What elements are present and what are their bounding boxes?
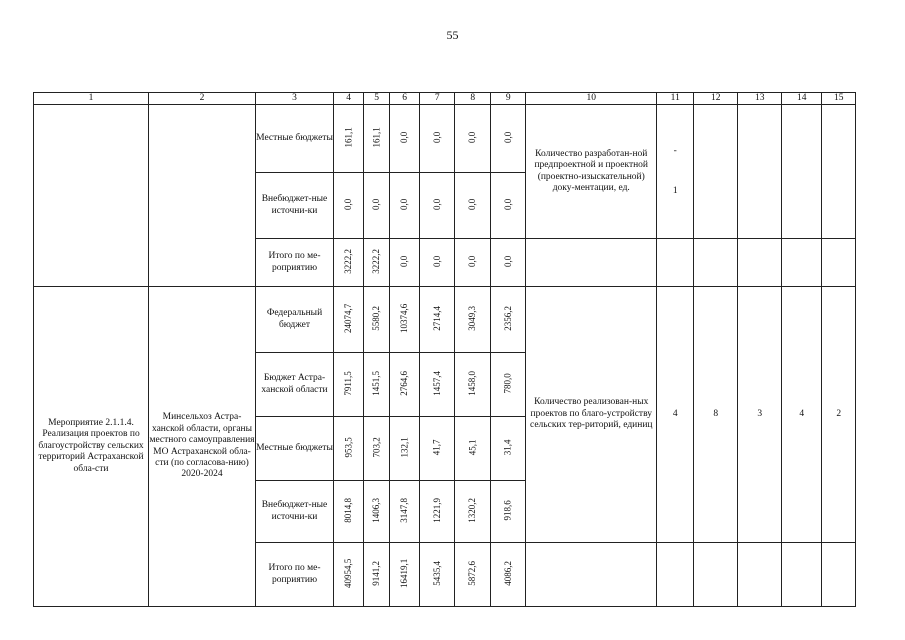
- table-row: [34, 287, 856, 353]
- value-cell: 0,0: [399, 256, 410, 268]
- value-cell: 0,0: [399, 132, 410, 144]
- empty-cell: [738, 239, 782, 287]
- value-cell: 780,0: [502, 373, 513, 394]
- value-cell: 0,0: [502, 132, 513, 144]
- value-cell: 0,0: [467, 132, 478, 144]
- col-header: 4: [334, 93, 364, 105]
- value-cell: 3222,2: [371, 249, 382, 275]
- funding-source: Внебюджет-ные источни-ки: [256, 173, 334, 239]
- indicator-name: Количество разработан-ной предпроектной и проектной (проектно-изыскательной) доку-ментации, ед.: [526, 105, 657, 239]
- indicator-value: [657, 105, 694, 239]
- activity-name: Мероприятие 2.1.1.4. Реализация проектов по благоустройству сельских территорий Астраханской обла-сти: [38, 418, 144, 474]
- executor-cell: [149, 287, 256, 607]
- dash-mark: -: [673, 146, 677, 157]
- value-cell: 0,0: [399, 199, 410, 211]
- value-cell: 3147,8: [399, 498, 410, 524]
- indicator-value: [782, 105, 822, 239]
- value-cell: 1406,3: [371, 498, 382, 524]
- empty-cell: [694, 543, 738, 607]
- col-header: 9: [491, 93, 526, 105]
- indicator-value: [822, 105, 856, 239]
- value-cell: 5435,4: [431, 561, 442, 587]
- funding-source: Внебюджет-ные источни-ки: [256, 481, 334, 543]
- target-value: 4: [657, 287, 694, 543]
- value-cell: 0,0: [467, 199, 478, 211]
- funding-source: Бюджет Астра-ханской области: [256, 353, 334, 417]
- value-cell: 0,0: [431, 132, 442, 144]
- value-cell: 1221,9: [431, 498, 442, 524]
- col-header: 10: [526, 93, 657, 105]
- value-cell: 16419,1: [399, 559, 410, 589]
- value-cell: 1451,5: [371, 371, 382, 397]
- target-value: 3: [738, 287, 782, 543]
- empty-cell: [782, 239, 822, 287]
- value-cell: 24074,7: [343, 304, 354, 334]
- program-table: [33, 92, 856, 607]
- value-cell: 3049,3: [467, 306, 478, 332]
- value-cell: 2356,2: [502, 306, 513, 332]
- funding-source: Местные бюджеты: [256, 105, 334, 173]
- value-cell: 5872,6: [467, 561, 478, 587]
- executor-name: Минсельхоз Астра-ханской области, органы местного самоуправления МО Астраханской обла-сти (по согласова-нию): [149, 412, 255, 468]
- empty-cell: [694, 239, 738, 287]
- value-cell: 703,2: [371, 437, 382, 458]
- target-value: 8: [694, 287, 738, 543]
- value-cell: 0,0: [467, 256, 478, 268]
- col-header: 6: [390, 93, 420, 105]
- page-number: 55: [446, 28, 459, 42]
- column-number-row: [34, 93, 856, 105]
- value-cell: 918,6: [502, 500, 513, 521]
- value-cell: 9141,2: [371, 561, 382, 587]
- funding-source: Итого по ме-роприятию: [256, 239, 334, 287]
- col-header: 14: [782, 93, 822, 105]
- value-cell: 10374,6: [399, 304, 410, 334]
- value-cell: 2714,4: [431, 306, 442, 332]
- value-cell: 0,0: [431, 199, 442, 211]
- value-cell: 0,0: [371, 199, 382, 211]
- value-cell: 31,4: [502, 439, 513, 456]
- col-header: 15: [822, 93, 856, 105]
- funding-source: Местные бюджеты: [256, 417, 334, 481]
- executor-cell: [149, 105, 256, 287]
- value-cell: 3222,2: [343, 249, 354, 275]
- value-cell: 40954,5: [343, 559, 354, 589]
- empty-cell: [657, 543, 694, 607]
- activity-cell: [34, 287, 149, 607]
- table-row: [34, 105, 856, 173]
- period: 2020-2024: [181, 469, 223, 480]
- value-cell: 4086,2: [502, 561, 513, 587]
- empty-cell: [782, 543, 822, 607]
- value-cell: 132,1: [399, 437, 410, 458]
- indicator-value: [738, 105, 782, 239]
- value-cell: 1320,2: [467, 498, 478, 524]
- value-cell: 1458,0: [467, 371, 478, 397]
- value-cell: 953,5: [343, 437, 354, 458]
- funding-source: Федеральный бюджет: [256, 287, 334, 353]
- indicator-name: Количество реализован-ных проектов по благо-устройству сельских тер-риторий, единиц: [526, 287, 657, 543]
- indicator-value-text: 1: [672, 185, 678, 196]
- empty-cell: [822, 543, 856, 607]
- value-cell: 7911,5: [343, 371, 354, 396]
- funding-source: Итого по ме-роприятию: [256, 543, 334, 607]
- value-cell: 8014,8: [343, 498, 354, 524]
- col-header: 7: [420, 93, 455, 105]
- target-value: 2: [822, 287, 856, 543]
- value-cell: 0,0: [502, 199, 513, 211]
- value-cell: 161,1: [371, 127, 382, 148]
- value-cell: 45,1: [467, 439, 478, 456]
- target-value: 4: [782, 287, 822, 543]
- indicator-value: [694, 105, 738, 239]
- col-header: 1: [34, 93, 149, 105]
- value-cell: 0,0: [502, 256, 513, 268]
- empty-cell: [738, 543, 782, 607]
- value-cell: 0,0: [431, 256, 442, 268]
- col-header: 12: [694, 93, 738, 105]
- col-header: 8: [455, 93, 491, 105]
- value-cell: 1457,4: [431, 371, 442, 397]
- value-cell: 0,0: [343, 199, 354, 211]
- col-header: 11: [657, 93, 694, 105]
- col-header: 13: [738, 93, 782, 105]
- empty-cell: [526, 543, 657, 607]
- col-header: 2: [149, 93, 256, 105]
- col-header: 3: [256, 93, 334, 105]
- value-cell: 2764,6: [399, 371, 410, 397]
- value-cell: 5580,2: [371, 306, 382, 332]
- activity-cell: [34, 105, 149, 287]
- empty-cell: [526, 239, 657, 287]
- empty-cell: [822, 239, 856, 287]
- empty-cell: [657, 239, 694, 287]
- value-cell: 161,1: [343, 127, 354, 148]
- value-cell: 41,7: [431, 439, 442, 456]
- col-header: 5: [364, 93, 390, 105]
